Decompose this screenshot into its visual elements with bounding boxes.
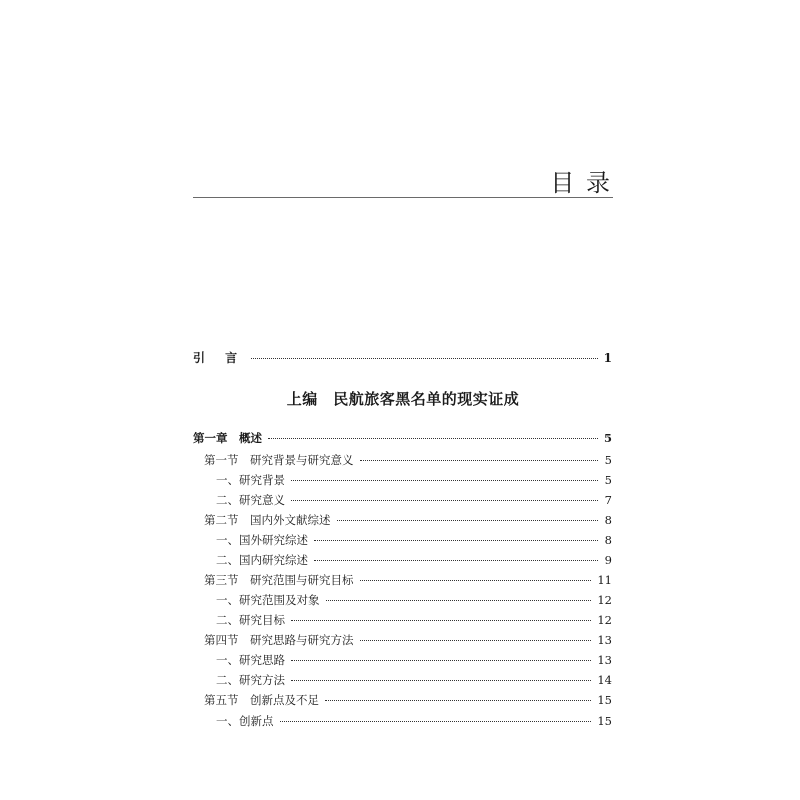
toc-entry-label: 第三节 研究范围与研究目标 bbox=[204, 573, 354, 587]
toc-leader-dots bbox=[291, 660, 591, 661]
toc-leader-dots bbox=[326, 600, 592, 601]
toc-entry-section[interactable] bbox=[204, 632, 612, 648]
toc-entry-page: 5 bbox=[603, 431, 612, 445]
toc-entry-subsection[interactable] bbox=[216, 652, 612, 668]
toc-entry-page: 5 bbox=[604, 473, 612, 487]
toc-leader-dots bbox=[291, 620, 591, 621]
title-divider bbox=[193, 197, 613, 198]
toc-entry-page: 15 bbox=[597, 714, 612, 728]
toc-leader-dots bbox=[360, 640, 592, 641]
toc-leader-dots bbox=[314, 540, 598, 541]
toc-entry-label: 引 言 bbox=[193, 351, 246, 365]
toc-entry-subsection[interactable] bbox=[216, 713, 612, 729]
toc-leader-dots bbox=[268, 438, 598, 439]
toc-entry-label: 一、国外研究综述 bbox=[216, 533, 308, 547]
toc-entry-subsection[interactable] bbox=[216, 532, 612, 548]
toc-entry-subsection[interactable] bbox=[216, 672, 612, 688]
toc-entry-label: 第五节 创新点及不足 bbox=[204, 693, 319, 707]
toc-entry-section[interactable] bbox=[204, 512, 612, 528]
toc-entry-section[interactable] bbox=[204, 692, 612, 708]
toc-leader-dots bbox=[251, 358, 597, 359]
toc-entry-page: 8 bbox=[604, 533, 612, 547]
toc-leader-dots bbox=[325, 700, 591, 701]
toc-entry-label: 一、研究思路 bbox=[216, 653, 285, 667]
toc-entry-label: 二、研究意义 bbox=[216, 493, 285, 507]
toc-entry-subsection[interactable] bbox=[216, 612, 612, 628]
toc-entry-chapter[interactable] bbox=[193, 430, 612, 446]
toc-entry-label: 第二节 国内外文献综述 bbox=[204, 513, 331, 527]
toc-entry-page: 11 bbox=[597, 573, 612, 587]
toc-leader-dots bbox=[280, 721, 592, 722]
toc-entry-intro[interactable] bbox=[193, 350, 612, 366]
toc-entry-section[interactable] bbox=[204, 452, 612, 468]
toc-entry-section[interactable] bbox=[204, 572, 612, 588]
toc-entry-subsection[interactable] bbox=[216, 492, 612, 508]
toc-entry-label: 二、研究目标 bbox=[216, 613, 285, 627]
toc-entry-subsection[interactable] bbox=[216, 472, 612, 488]
toc-leader-dots bbox=[291, 500, 598, 501]
toc-entry-subsection[interactable] bbox=[216, 552, 612, 568]
toc-entry-subsection[interactable] bbox=[216, 592, 612, 608]
toc-entry-page: 13 bbox=[597, 653, 612, 667]
toc-leader-dots bbox=[291, 680, 591, 681]
toc-leader-dots bbox=[314, 560, 598, 561]
toc-leader-dots bbox=[337, 520, 599, 521]
toc-entry-label: 第四节 研究思路与研究方法 bbox=[204, 633, 354, 647]
toc-entry-page: 5 bbox=[604, 453, 612, 467]
toc-entry-label: 第一节 研究背景与研究意义 bbox=[204, 453, 354, 467]
toc-entry-label: 一、研究范围及对象 bbox=[216, 593, 320, 607]
toc-entry-label: 二、国内研究综述 bbox=[216, 553, 308, 567]
toc-entry-label: 一、创新点 bbox=[216, 714, 274, 728]
toc-entry-page: 1 bbox=[603, 351, 612, 365]
toc-leader-dots bbox=[360, 580, 592, 581]
page-title: 目 录 bbox=[550, 169, 612, 197]
toc-entry-page: 14 bbox=[597, 673, 612, 687]
toc-entry-page: 15 bbox=[597, 693, 612, 707]
toc-entry-page: 7 bbox=[604, 493, 612, 507]
toc-entry-page: 8 bbox=[604, 513, 612, 527]
toc-entry-page: 13 bbox=[597, 633, 612, 647]
toc-entry-label: 一、研究背景 bbox=[216, 473, 285, 487]
toc-entry-label: 二、研究方法 bbox=[216, 673, 285, 687]
toc-leader-dots bbox=[291, 480, 598, 481]
part-heading: 上编 民航旅客黑名单的现实证成 bbox=[286, 390, 520, 408]
toc-entry-page: 12 bbox=[597, 593, 612, 607]
toc-leader-dots bbox=[360, 460, 599, 461]
toc-entry-page: 12 bbox=[597, 613, 612, 627]
toc-entry-page: 9 bbox=[604, 553, 612, 567]
toc-entry-label: 第一章 概述 bbox=[193, 431, 262, 445]
